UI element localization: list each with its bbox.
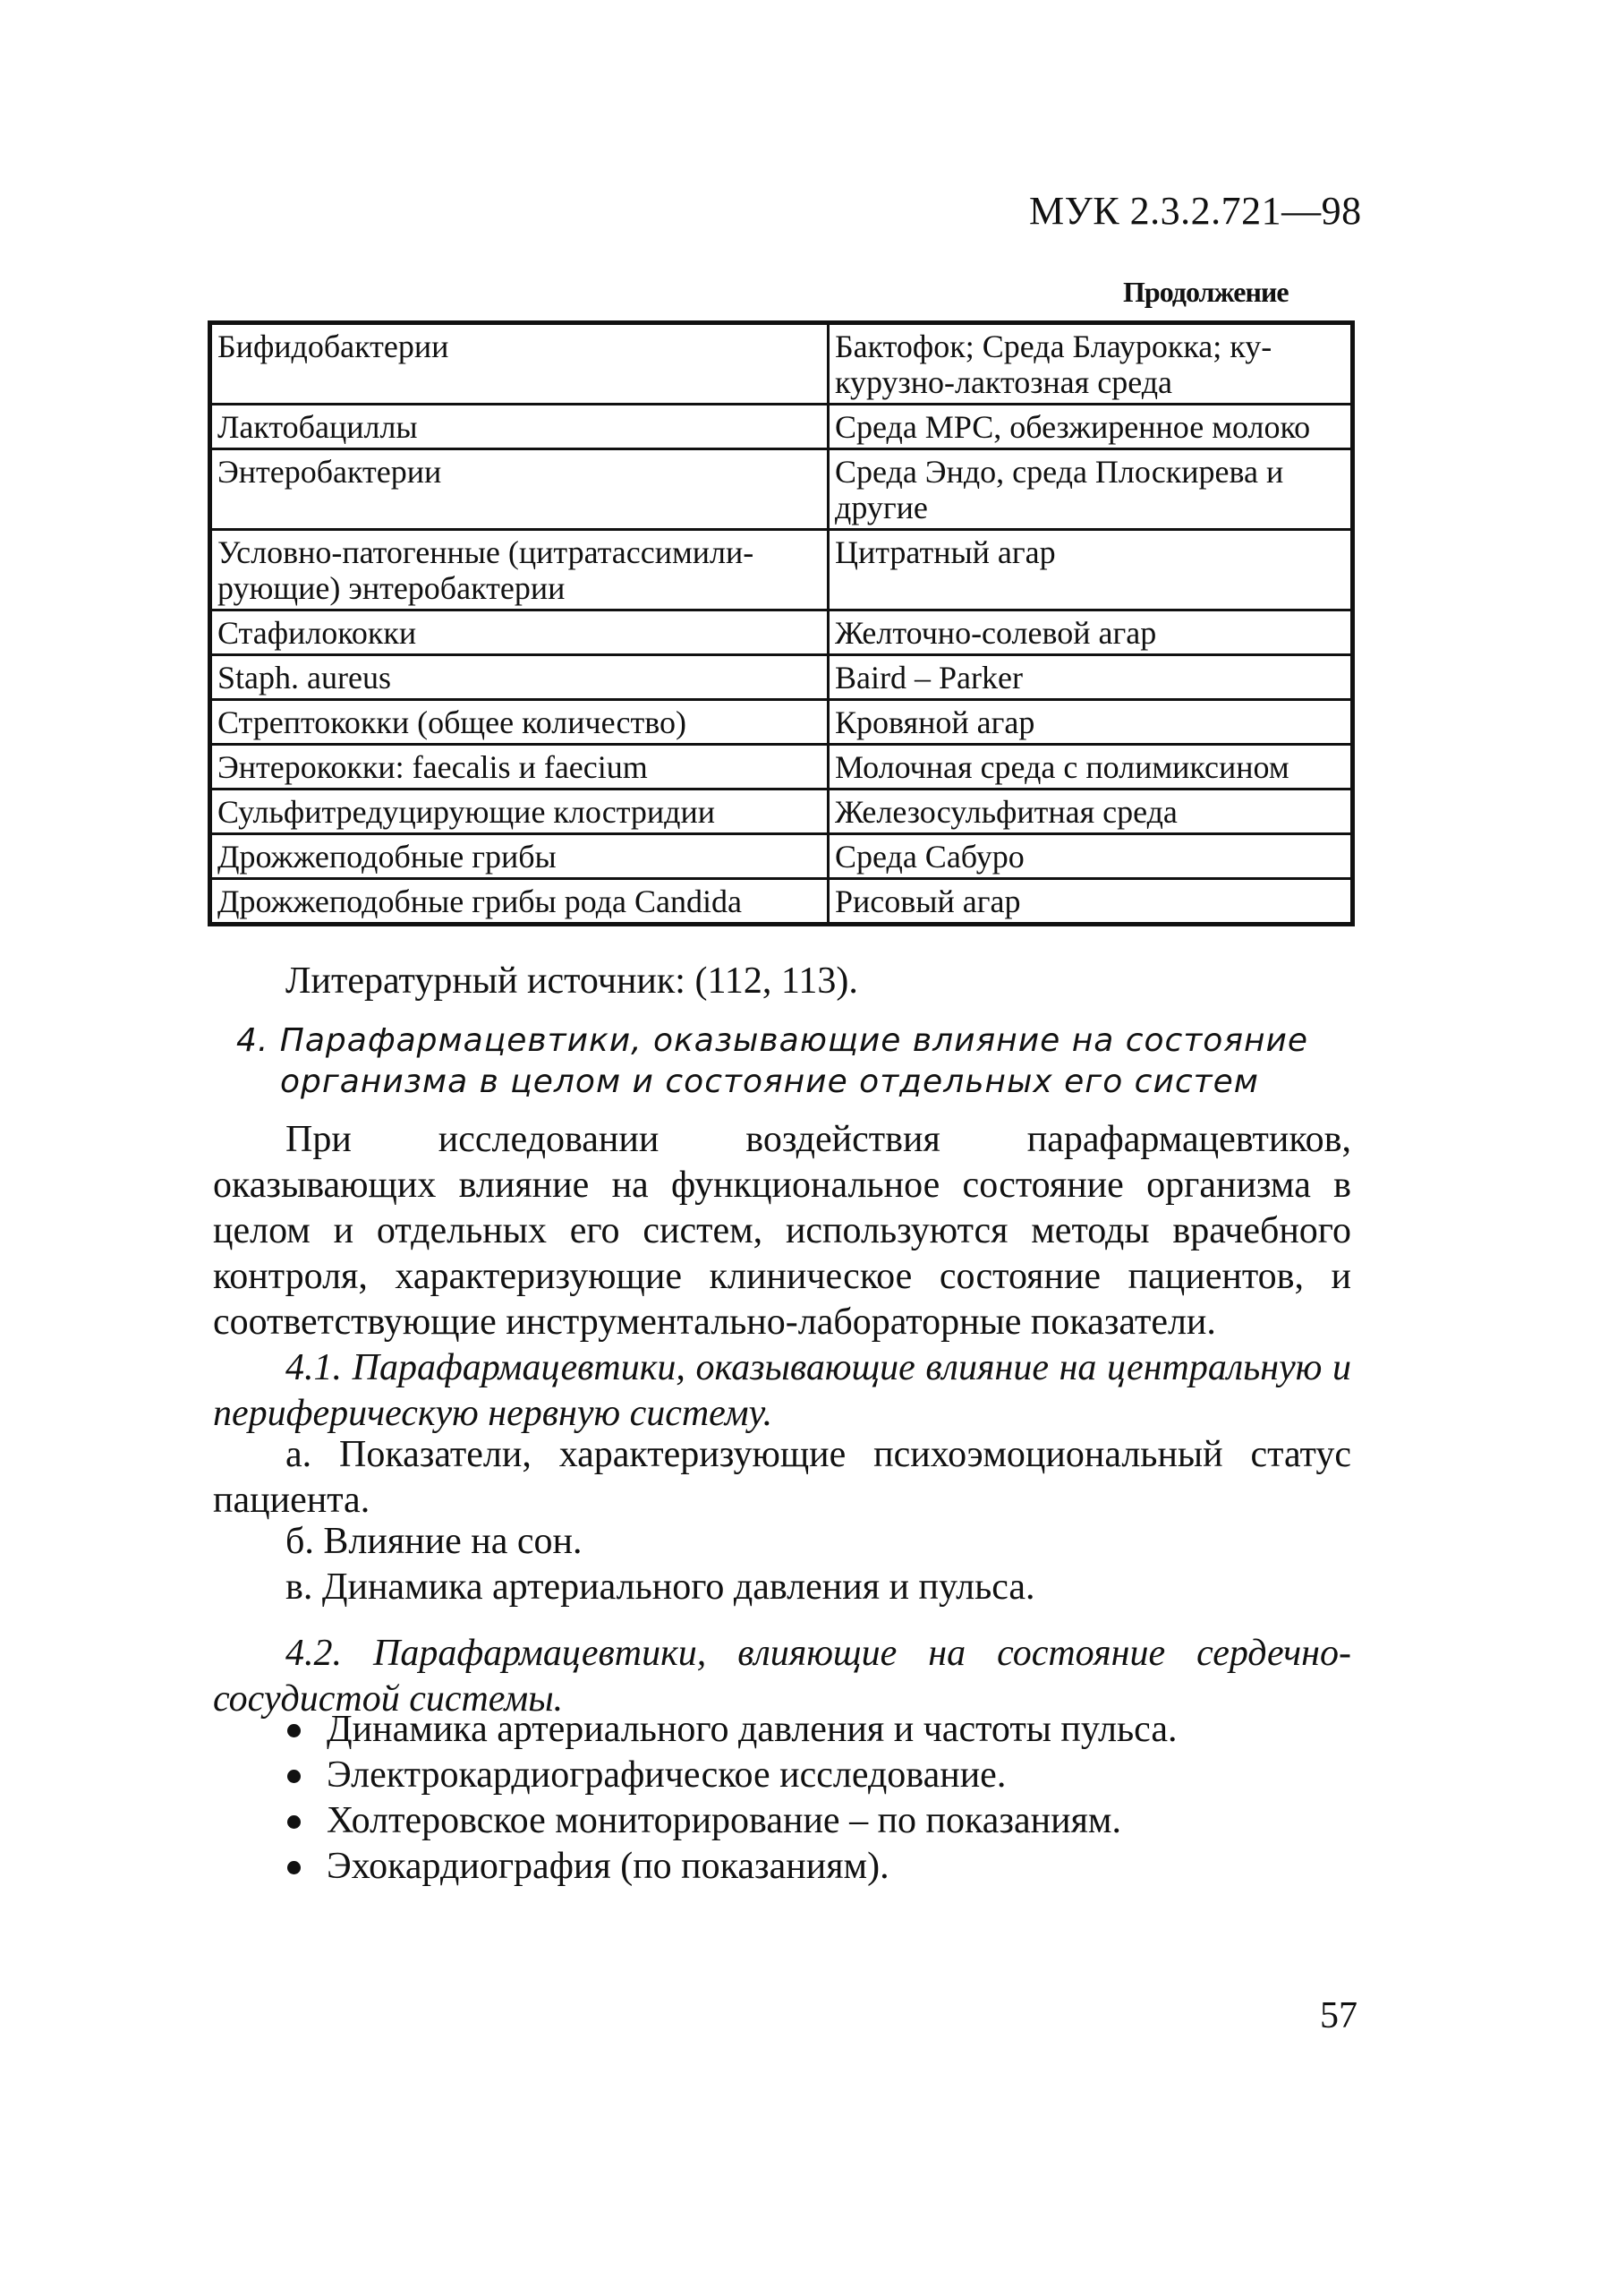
microorganism-cell: Staph. aureus bbox=[210, 655, 829, 700]
medium-cell: Желточно-солевой агар bbox=[829, 610, 1353, 655]
item-v: в. Динамика артериального давления и пульса. bbox=[285, 1566, 1035, 1608]
bullet-item bbox=[285, 1753, 1177, 1798]
medium-cell: Железосульфитная среда bbox=[829, 790, 1353, 834]
item-b: б. Влияние на сон. bbox=[285, 1521, 583, 1562]
section-4-heading-line-2: организма в целом и состояние отдельных его систем bbox=[280, 1063, 1259, 1100]
section-4-heading bbox=[236, 1020, 1346, 1103]
microorganism-cell: Дрожжеподобные грибы рода Candida bbox=[210, 879, 829, 925]
table-row bbox=[210, 405, 1353, 449]
medium-cell: Среда Эндо, среда Плоскирева и другие bbox=[829, 449, 1353, 530]
bullet-item bbox=[285, 1844, 1177, 1890]
microorganism-cell: Дрожжеподобные грибы bbox=[210, 834, 829, 879]
medium-cell: Среда Сабуро bbox=[829, 834, 1353, 879]
microorganism-cell: Стрептококки (общее количество) bbox=[210, 700, 829, 745]
bullet-dot-icon bbox=[287, 1724, 301, 1737]
medium-cell: Рисовый агар bbox=[829, 879, 1353, 925]
bullet-item bbox=[285, 1798, 1177, 1844]
table-row bbox=[210, 745, 1353, 790]
bullet-text: Динамика артериального давления и частоты пульса. bbox=[327, 1709, 1178, 1750]
microorganism-cell: Бифидобактерии bbox=[210, 323, 829, 405]
bullet-dot-icon bbox=[287, 1770, 301, 1783]
microorganism-cell: Сульфитредуцирующие клостридии bbox=[210, 790, 829, 834]
document-code: МУК 2.3.2.721—98 bbox=[1029, 189, 1362, 233]
bullet-dot-icon bbox=[287, 1861, 301, 1874]
table-row bbox=[210, 700, 1353, 745]
medium-cell: Молочная среда с полимиксином bbox=[829, 745, 1353, 790]
section-4-heading-line-1: 4. Парафармацевтики, оказывающие влияние на состояние bbox=[236, 1022, 1309, 1059]
bullet-text: Холтеровское мониторирование – по показаниям. bbox=[327, 1800, 1122, 1841]
bullet-item bbox=[285, 1707, 1177, 1753]
subsection-4-2-heading: 4.2. Парафармацевтики, влияющие на состояние сердечно-сосудистой системы. bbox=[213, 1633, 1351, 1720]
table-row bbox=[210, 834, 1353, 879]
subsection-4-1-heading: 4.1. Парафармацевтики, оказывающие влияние на центральную и периферическую нервную систему. bbox=[213, 1347, 1351, 1434]
medium-cell: Baird – Parker bbox=[829, 655, 1353, 700]
nutrient-media-table bbox=[208, 320, 1355, 926]
continued-label: Продолжение bbox=[1123, 276, 1289, 308]
microorganism-cell: Условно-патогенные (цитратассимили- рующие) энтеробактерии bbox=[210, 530, 829, 610]
table-row bbox=[210, 323, 1353, 405]
bullet-text: Эхокардиография (по показаниям). bbox=[327, 1846, 889, 1887]
page-number: 57 bbox=[1320, 1995, 1357, 2036]
table-row bbox=[210, 449, 1353, 530]
main-paragraph: При исследовании воздействия парафармацевтиков, оказывающих влияние на функциональное состояние организма в целом и отдельных его систем, используются методы врачебного контроля, характеризующие клиническое состояние пациентов, и соответствующие инструментально-лабораторные показатели. bbox=[213, 1119, 1351, 1343]
microorganism-cell: Лактобациллы bbox=[210, 405, 829, 449]
table-row bbox=[210, 530, 1353, 610]
table-row bbox=[210, 879, 1353, 925]
medium-cell: Бактофок; Среда Блаурокка; ку- курузно-лактозная среда bbox=[829, 323, 1353, 405]
medium-cell: Цитратный агар bbox=[829, 530, 1353, 610]
table-row bbox=[210, 655, 1353, 700]
literature-source: Литературный источник: (112, 113). bbox=[285, 960, 858, 1002]
medium-cell: Среда МРС, обезжиренное молоко bbox=[829, 405, 1353, 449]
medium-cell: Кровяной агар bbox=[829, 700, 1353, 745]
cardio-bullet-list bbox=[285, 1707, 1177, 1890]
microorganism-cell: Энтерококки: faecalis и faecium bbox=[210, 745, 829, 790]
microorganism-cell: Энтеробактерии bbox=[210, 449, 829, 530]
item-a: а. Показатели, характеризующие психоэмоциональный статус пациента. bbox=[213, 1434, 1351, 1521]
bullet-dot-icon bbox=[287, 1815, 301, 1829]
microorganism-cell: Стафилококки bbox=[210, 610, 829, 655]
bullet-text: Электрокардиографическое исследование. bbox=[327, 1754, 1007, 1796]
table-row bbox=[210, 610, 1353, 655]
table-row bbox=[210, 790, 1353, 834]
